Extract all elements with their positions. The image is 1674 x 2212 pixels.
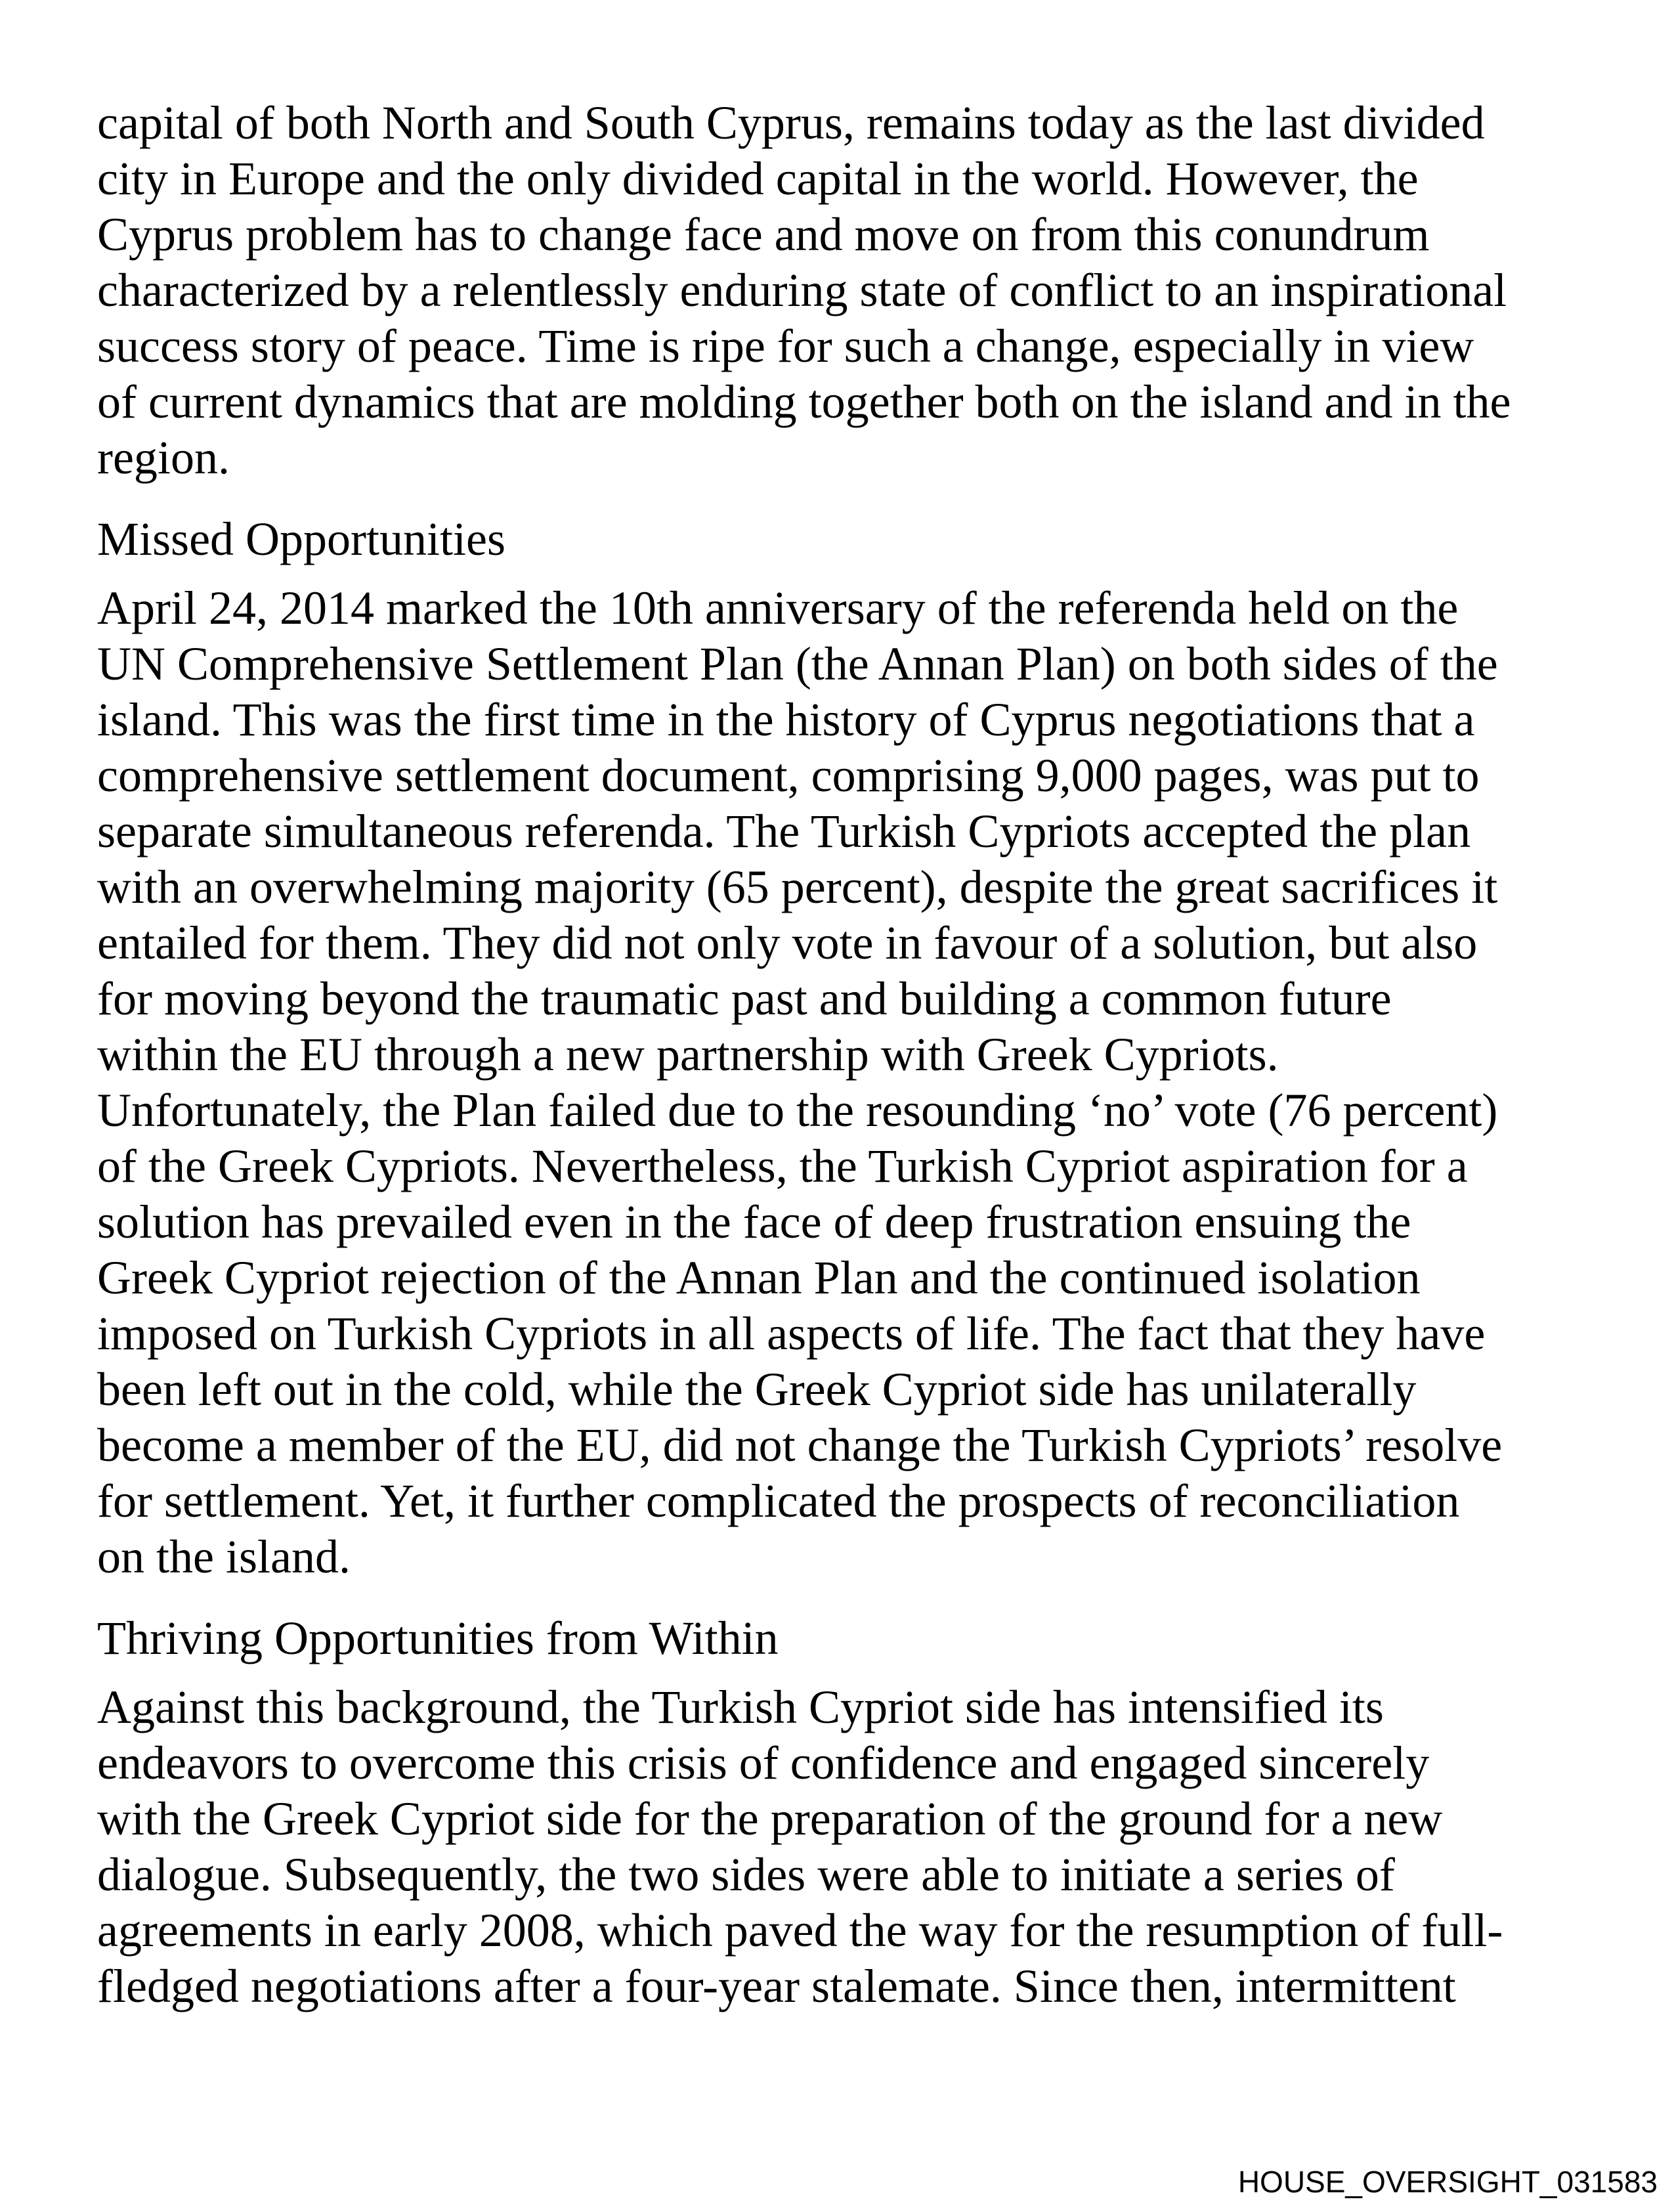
text-line: of the Greek Cypriots. Nevertheless, the Turkish Cypriot aspiration for a xyxy=(97,1140,1468,1192)
text-line: for moving beyond the traumatic past and building a common future xyxy=(97,972,1392,1025)
text-line: been left out in the cold, while the Greek Cypriot side has unilaterally xyxy=(97,1363,1417,1416)
paragraph-2 xyxy=(97,580,1648,1585)
text-line: UN Comprehensive Settlement Plan (the Annan Plan) on both sides of the xyxy=(97,638,1498,690)
text-line: with an overwhelming majority (65 percent), despite the great sacrifices it xyxy=(97,861,1498,913)
text-line: become a member of the EU, did not change the Turkish Cypriots’ resolve xyxy=(97,1419,1503,1471)
text-line: endeavors to overcome this crisis of confidence and engaged sincerely xyxy=(97,1737,1430,1789)
text-line: of current dynamics that are molding together both on the island and in the xyxy=(97,376,1511,428)
text-line: city in Europe and the only divided capital in the world. However, the xyxy=(97,152,1419,205)
text-line: characterized by a relentlessly enduring state of conflict to an inspirational xyxy=(97,264,1507,316)
text-line: dialogue. Subsequently, the two sides were able to initiate a series of xyxy=(97,1848,1395,1901)
text-line: Cyprus problem has to change face and move on from this conundrum xyxy=(97,208,1430,261)
text-line: capital of both North and South Cyprus, remains today as the last divided xyxy=(97,97,1485,149)
text-line: for settlement. Yet, it further complicated the prospects of reconciliation xyxy=(97,1475,1460,1527)
text-line: solution has prevailed even in the face of deep frustration ensuing the xyxy=(97,1196,1411,1248)
text-line: Unfortunately, the Plan failed due to the resounding ‘no’ vote (76 percent) xyxy=(97,1084,1498,1137)
text-line: comprehensive settlement document, comprising 9,000 pages, was put to xyxy=(97,749,1480,802)
text-line: fledged negotiations after a four-year stalemate. Since then, intermittent xyxy=(97,1960,1456,2012)
document-body xyxy=(97,0,1648,2014)
text-line: separate simultaneous referenda. The Turkish Cypriots accepted the plan xyxy=(97,805,1471,857)
text-line: entailed for them. They did not only vote in favour of a solution, but also xyxy=(97,917,1478,969)
text-line: success story of peace. Time is ripe for such a change, especially in view xyxy=(97,320,1474,372)
heading-thriving-opportunities: Thriving Opportunities from Within xyxy=(97,1612,779,1664)
paragraph-1 xyxy=(97,95,1648,486)
text-line: with the Greek Cypriot side for the preparation of the ground for a new xyxy=(97,1792,1443,1845)
bates-stamp: HOUSE_OVERSIGHT_031583 xyxy=(1237,2165,1658,2199)
text-line: Greek Cypriot rejection of the Annan Plan and the continued isolation xyxy=(97,1251,1421,1304)
heading-missed-opportunities: Missed Opportunities xyxy=(97,513,505,565)
text-line: April 24, 2014 marked the 10th anniversary of the referenda held on the xyxy=(97,582,1459,634)
paragraph-3 xyxy=(97,1680,1648,2014)
text-line: Against this background, the Turkish Cypriot side has intensified its xyxy=(97,1681,1384,1733)
text-line: agreements in early 2008, which paved the way for the resumption of full- xyxy=(97,1904,1503,1957)
text-line: imposed on Turkish Cypriots in all aspects of life. The fact that they have xyxy=(97,1307,1486,1360)
text-line: island. This was the first time in the history of Cyprus negotiations that a xyxy=(97,693,1475,746)
text-line: within the EU through a new partnership with Greek Cypriots. xyxy=(97,1028,1279,1081)
text-line: on the island. xyxy=(97,1530,351,1583)
text-line: region. xyxy=(97,431,230,484)
